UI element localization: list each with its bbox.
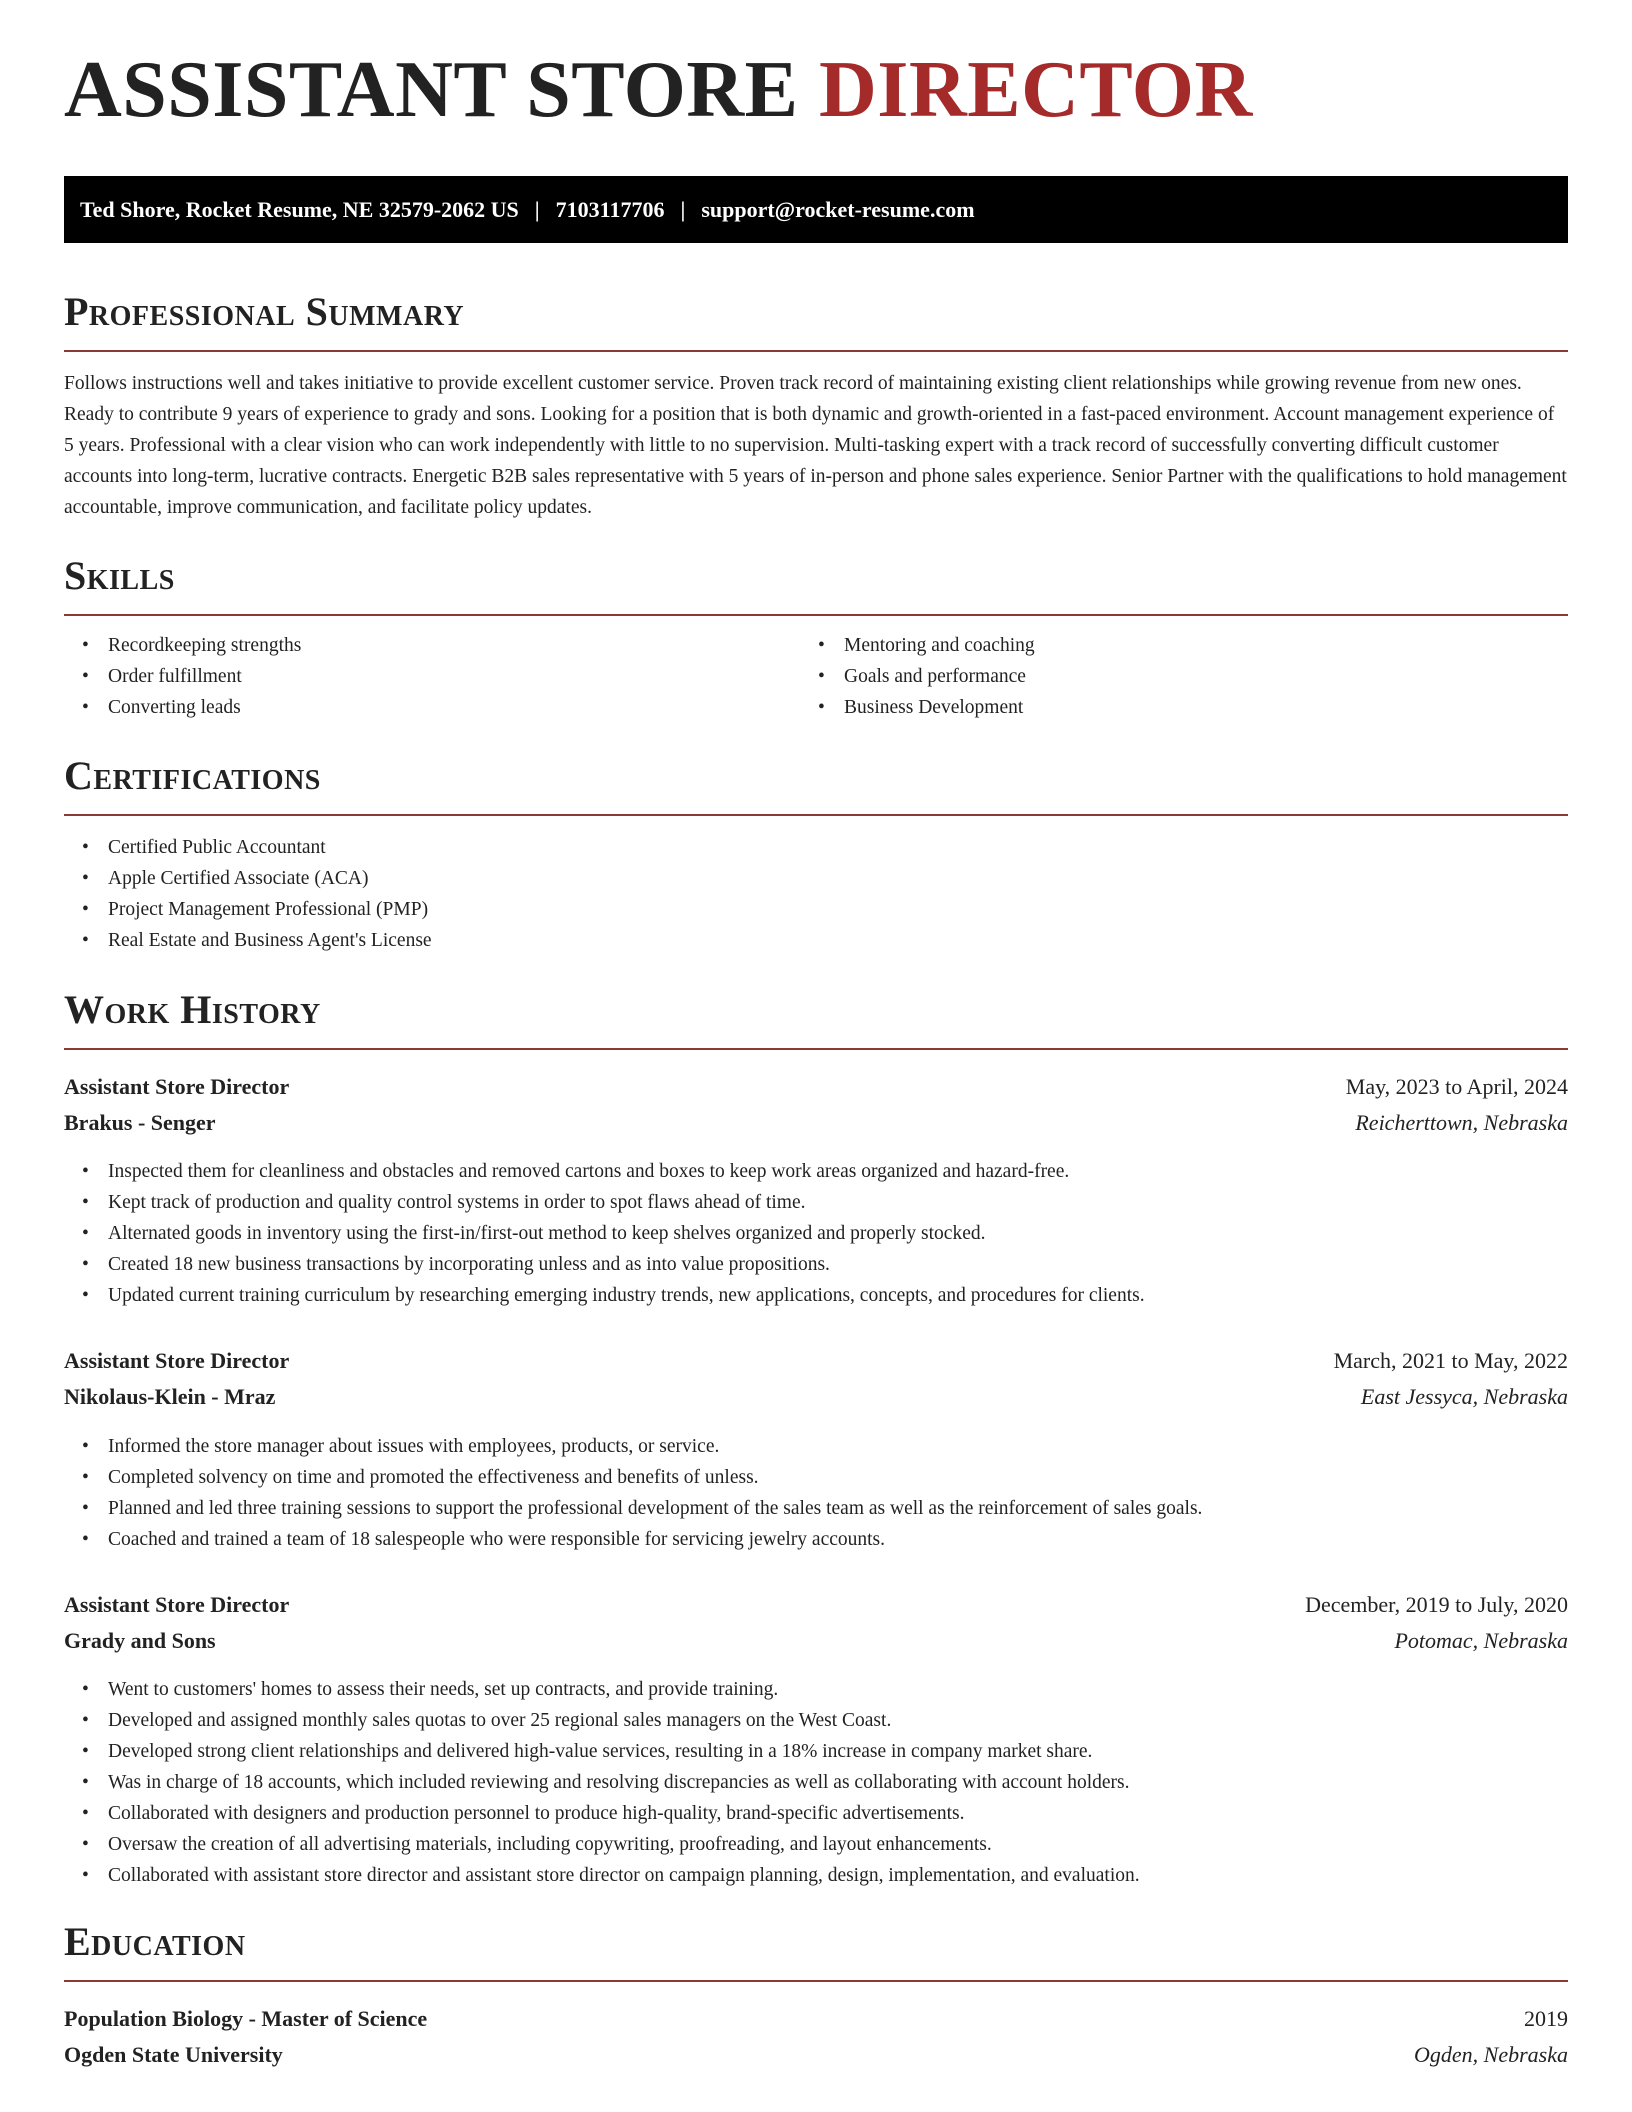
section-heading-certifications: Certifications xyxy=(64,753,321,798)
job-location: East Jessyca, Nebraska xyxy=(1360,1384,1568,1409)
contact-separator: | xyxy=(680,196,686,222)
education-school: Ogden State University xyxy=(64,2042,283,2067)
job-bullet: • Was in charge of 18 accounts, which included reviewing and resolving discrepancies as well as collaborating with account holders. xyxy=(64,1767,1140,1798)
section-heading-summary: Professional Summary xyxy=(64,289,465,334)
job-bullet: • Collaborated with assistant store director and assistant store director on campaign planning, design, implementation, and evaluation. xyxy=(64,1860,1140,1891)
job-company: Nikolaus-Klein - Mraz xyxy=(64,1384,276,1409)
section-heading-skills: Skills xyxy=(64,553,175,598)
job-bullet: • Created 18 new business transactions by incorporating unless and as into value propositions. xyxy=(64,1249,1145,1280)
title-main: ASSISTANT STORE xyxy=(64,46,799,134)
job-dates: May, 2023 to April, 2024 xyxy=(1345,1074,1568,1099)
job-bullet: • Updated current training curriculum by researching emerging industry trends, new applications, concepts, and procedures for clients. xyxy=(64,1280,1145,1311)
skill-item: • Business Development xyxy=(800,692,1035,723)
education-location: Ogden, Nebraska xyxy=(1414,2042,1568,2067)
certification-item: • Project Management Professional (PMP) xyxy=(64,894,432,925)
job-bullets xyxy=(64,1156,1145,1311)
job-bullet: • Kept track of production and quality control systems in order to spot flaws ahead of time. xyxy=(64,1187,1145,1218)
contact-phone: 7103117706 xyxy=(555,196,665,222)
job-bullet: • Developed and assigned monthly sales quotas to over 25 regional sales managers on the West Coast. xyxy=(64,1705,1140,1736)
resume-title xyxy=(64,46,1253,134)
section-divider xyxy=(64,1980,1568,1982)
title-accent: DIRECTOR xyxy=(819,46,1253,134)
section-divider xyxy=(64,1048,1568,1050)
job-bullet: • Oversaw the creation of all advertising materials, including copywriting, proofreading, and layout enhancements. xyxy=(64,1829,1140,1860)
job-dates: March, 2021 to May, 2022 xyxy=(1333,1348,1568,1373)
job-subheader xyxy=(64,1628,1568,1662)
skills-list-right xyxy=(800,630,1035,723)
education-header xyxy=(64,2006,1568,2040)
skill-item: • Mentoring and coaching xyxy=(800,630,1035,661)
education-degree: Population Biology - Master of Science xyxy=(64,2006,428,2031)
section-heading-education: Education xyxy=(64,1919,246,1964)
job-location: Reicherttown, Nebraska xyxy=(1355,1110,1568,1135)
section-divider xyxy=(64,814,1568,816)
certification-item: • Certified Public Accountant xyxy=(64,832,432,863)
job-header xyxy=(64,1074,1568,1108)
certifications-list xyxy=(64,832,432,956)
job-header xyxy=(64,1348,1568,1382)
skill-item: • Order fulfillment xyxy=(64,661,301,692)
job-bullets xyxy=(64,1674,1140,1891)
summary-text: Follows instructions well and takes initiative to provide excellent customer service. Proven track record of maintaining existing client relationships while growing revenue from new ones. Ready to contribute 9 years of experience to grady and sons. Looking for a position that is both dynamic and growth-oriented in a fast-paced environment. Account management experience of 5 years. Professional with a clear vision who can work independently with little to no supervision. Multi-tasking expert with a track record of successfully converting difficult customer accounts into long-term, lucrative contracts. Energetic B2B sales representative with 5 years of in-person and phone sales experience. Senior Partner with the qualifications to hold management accountable, improve communication, and facilitate policy updates. xyxy=(64,373,1567,518)
contact-separator: | xyxy=(534,196,540,222)
job-title: Assistant Store Director xyxy=(64,1592,290,1617)
job-title: Assistant Store Director xyxy=(64,1348,290,1373)
job-bullets xyxy=(64,1431,1202,1555)
skill-item: • Recordkeeping strengths xyxy=(64,630,301,661)
job-bullet: • Collaborated with designers and production personnel to produce high-quality, brand-specific advertisements. xyxy=(64,1798,1140,1829)
job-header xyxy=(64,1592,1568,1626)
job-bullet: • Coached and trained a team of 18 salespeople who were responsible for servicing jewelry accounts. xyxy=(64,1524,1202,1555)
contact-bar xyxy=(64,176,1568,243)
job-location: Potomac, Nebraska xyxy=(1394,1628,1568,1653)
job-bullet: • Planned and led three training sessions to support the professional development of the sales team as well as the reinforcement of sales goals. xyxy=(64,1493,1202,1524)
job-bullet: • Inspected them for cleanliness and obstacles and removed cartons and boxes to keep work areas organized and hazard-free. xyxy=(64,1156,1145,1187)
certification-item: • Apple Certified Associate (ACA) xyxy=(64,863,432,894)
contact-email: support@rocket-resume.com xyxy=(701,196,975,222)
education-year: 2019 xyxy=(1524,2006,1568,2031)
job-bullet: • Alternated goods in inventory using the first-in/first-out method to keep shelves organized and properly stocked. xyxy=(64,1218,1145,1249)
section-heading-work-history: Work History xyxy=(64,987,321,1032)
job-dates: December, 2019 to July, 2020 xyxy=(1305,1592,1568,1617)
job-bullet: • Developed strong client relationships and delivered high-value services, resulting in a 18% increase in company market share. xyxy=(64,1736,1140,1767)
job-title: Assistant Store Director xyxy=(64,1074,290,1099)
skills-list-left xyxy=(64,630,301,723)
job-bullet: • Completed solvency on time and promoted the effectiveness and benefits of unless. xyxy=(64,1462,1202,1493)
certification-item: • Real Estate and Business Agent's License xyxy=(64,925,432,956)
skill-item: • Converting leads xyxy=(64,692,301,723)
section-divider xyxy=(64,614,1568,616)
job-company: Brakus - Senger xyxy=(64,1110,216,1135)
section-divider xyxy=(64,350,1568,352)
job-bullet: • Informed the store manager about issues with employees, products, or service. xyxy=(64,1431,1202,1462)
job-company: Grady and Sons xyxy=(64,1628,216,1653)
job-bullet: • Went to customers' homes to assess their needs, set up contracts, and provide training. xyxy=(64,1674,1140,1705)
skill-item: • Goals and performance xyxy=(800,661,1035,692)
education-subheader xyxy=(64,2042,1568,2076)
contact-address: Ted Shore, Rocket Resume, NE 32579-2062 US xyxy=(80,196,519,222)
job-subheader xyxy=(64,1110,1568,1144)
job-subheader xyxy=(64,1384,1568,1418)
